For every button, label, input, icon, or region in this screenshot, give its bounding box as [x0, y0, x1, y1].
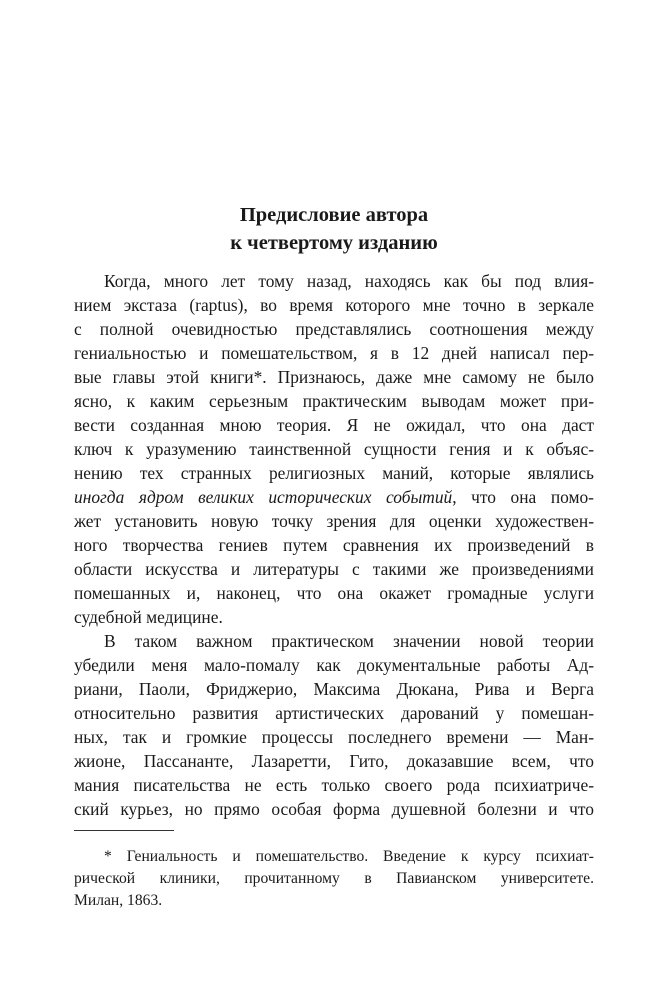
text-line: помешанных и, наконец, что она окажет громадные услуги — [74, 583, 594, 603]
text-line: риани, Паоли, Фриджерио, Максима Дюкана, Рива и Верга — [74, 679, 594, 699]
text-line: ский курьез, но прямо особая форма душевной болезни и что — [74, 799, 594, 819]
footnote-divider — [74, 830, 174, 831]
title-line-2: к четвертому изданию — [230, 232, 438, 254]
page-title — [74, 201, 594, 257]
footnote-line: * Гениальность и помешательство. Введение к курсу психиат- — [104, 848, 594, 865]
italic-phrase: иногда ядром великих исторических событий — [74, 487, 453, 507]
text-line: убедили меня мало-помалу как документальные работы Ад- — [74, 655, 594, 675]
footnote-line: Милан, 1863. — [74, 892, 163, 909]
text-line: ных, так и громкие процессы последнего времени — Ман- — [74, 727, 594, 747]
text-line-with-italic — [74, 485, 594, 509]
text-line: судебной медицине. — [74, 607, 223, 627]
footnote — [74, 846, 594, 912]
text-line: гениальностью и помешательством, я в 12 дней написал пер- — [74, 343, 594, 363]
text-line: области искусства и литературы с такими же произведениями — [74, 559, 594, 579]
text-line: нению тех странных религиозных маний, которые являлись — [74, 463, 594, 483]
text-line: вые главы этой книги*. Признаюсь, даже мне самому не было — [74, 367, 594, 387]
body-text — [74, 269, 594, 821]
text-line: вести созданная мною теория. Я не ожидал, что она даст — [74, 415, 594, 435]
book-page — [74, 0, 594, 1001]
text-line: ключ к уразумению таинственной сущности гения и к объяс- — [74, 439, 594, 459]
text-line: с полной очевидностью представлялись соотношения между — [74, 319, 594, 339]
text-line: ного творчества гениев путем сравнения их произведений в — [74, 535, 594, 555]
text-line: мания писательства не есть только своего рода психиатриче- — [74, 775, 594, 795]
title-line-1: Предисловие автора — [239, 204, 429, 226]
footnote-line: рической клиники, прочитанному в Павианском университете. — [74, 870, 594, 887]
text-line: нием экстаза (raptus), во время которого мне точно в зеркале — [74, 295, 594, 315]
text-line-rest: , что она помо- — [452, 487, 594, 507]
text-line: Когда, много лет тому назад, находясь как бы под влия- — [104, 271, 594, 291]
text-line: В таком важном практическом значении новой теории — [104, 631, 594, 651]
text-line: жет установить новую точку зрения для оценки художествен- — [74, 511, 594, 531]
text-line: жионе, Пассананте, Лазаретти, Гито, доказавшие всем, что — [74, 751, 594, 771]
text-line: относительно развития артистических дарований у помешан- — [74, 703, 594, 723]
text-line: ясно, к каким серьезным практическим выводам может при- — [74, 391, 594, 411]
